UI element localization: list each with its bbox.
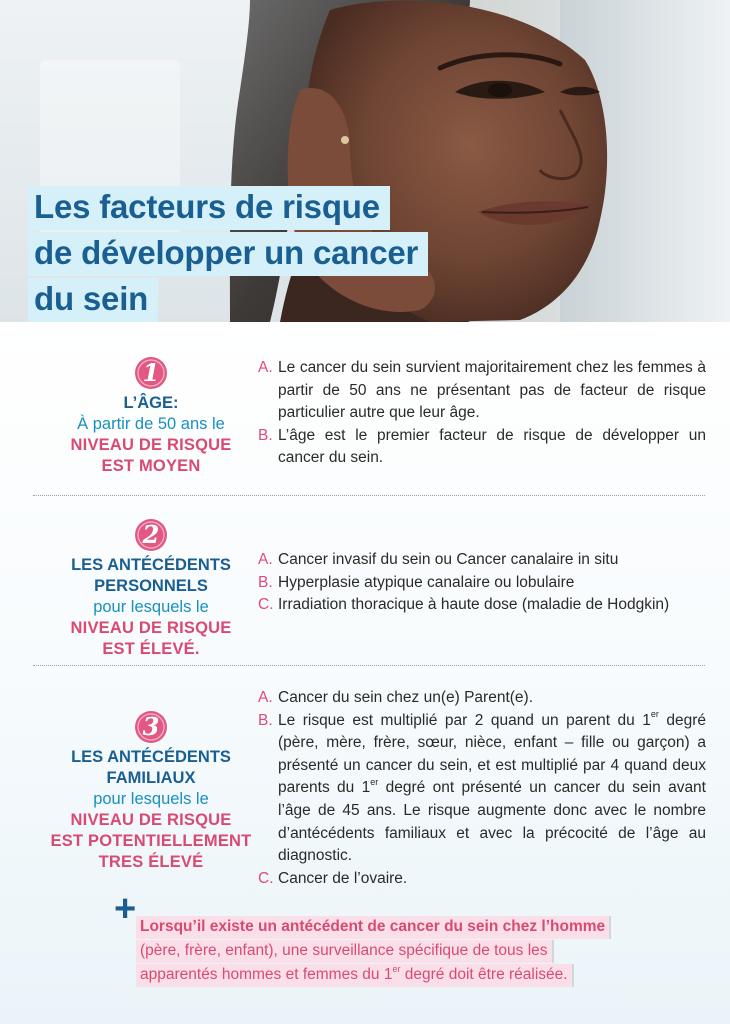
- item-text: Hyperplasie atypique canalaire ou lobulaire: [278, 573, 575, 591]
- section-heading: FAMILIAUX: [106, 769, 196, 787]
- ordinal-suffix: er: [370, 777, 379, 788]
- number-2-icon: [133, 517, 169, 553]
- list-item: [258, 710, 706, 868]
- section-heading: LES ANTÉCÉDENTS: [71, 556, 231, 574]
- list-item: [258, 687, 706, 710]
- note-text-part: degré doit être réalisée.: [400, 966, 568, 983]
- risk-level-line: TRES ÉLEVÉ: [98, 853, 204, 871]
- item-text: L’âge est le premier facteur de risque de développer un cancer du sein.: [278, 426, 706, 467]
- section-number: 3: [142, 712, 160, 741]
- section-heading: LES ANTÉCÉDENTS: [71, 748, 231, 766]
- item-text-part: degré (père, mère, frère, sœur, nièce, enfant – fille ou garçon) a présenté un cancer du sein, et est multiplié par 4 quand deux parents du 1: [278, 711, 707, 797]
- page-title: [28, 186, 428, 322]
- list-item: [258, 572, 706, 595]
- section-2-summary: [40, 517, 262, 660]
- title-line-2: de développer un cancer: [28, 232, 428, 276]
- section-3-summary: [40, 709, 262, 873]
- list-item: [258, 594, 706, 617]
- risk-level-line: NIVEAU DE RISQUE: [70, 619, 232, 637]
- section-number: 2: [142, 520, 160, 549]
- item-text: [278, 709, 707, 865]
- item-text-part: degré ont présenté un cancer du sein avant l’âge de 45 ans. Le risque augmente donc avec le nombre d’antécédents familiaux et avec la précocité de l’âge au diagnostic.: [278, 779, 706, 865]
- section-subtext: pour lesquels le: [93, 790, 209, 808]
- section-2-details: [258, 549, 706, 617]
- list-item: [258, 425, 706, 470]
- male-history-note: [136, 916, 716, 988]
- item-text: Le cancer du sein survient majoritairement chez les femmes à partir de 50 ans ne présentant pas de facteur de risque particulier autre que leur âge.: [278, 359, 706, 422]
- note-line-2: (père, frère, enfant), une surveillance spécifique de tous les: [136, 940, 554, 963]
- risk-level-line: EST POTENTIELLEMENT: [50, 832, 252, 850]
- number-1-icon: [133, 355, 169, 391]
- item-letter: B.: [258, 573, 273, 591]
- risk-level-line: NIVEAU DE RISQUE: [70, 811, 232, 829]
- note-text-part: apparentés hommes et femmes du 1: [140, 966, 393, 983]
- section-subtext: pour lesquels le: [93, 598, 209, 616]
- item-text: Cancer invasif du sein ou Cancer canalaire in situ: [278, 551, 619, 568]
- item-letter: B.: [258, 426, 273, 444]
- item-letter: C.: [258, 596, 274, 614]
- plus-icon: +: [114, 888, 137, 930]
- number-3-icon: [133, 709, 169, 745]
- list-item: [258, 868, 706, 891]
- item-letter: B.: [258, 711, 273, 729]
- item-letter: A.: [258, 359, 273, 376]
- risk-level-line: EST MOYEN: [101, 457, 201, 475]
- item-letter: A.: [258, 689, 273, 706]
- item-letter: A.: [258, 551, 273, 568]
- item-text: Irradiation thoracique à haute dose (maladie de Hodgkin): [278, 596, 670, 614]
- section-divider: [33, 495, 705, 496]
- hero-photo: [0, 0, 730, 322]
- ordinal-suffix: er: [650, 709, 659, 720]
- title-line-3: du sein: [28, 278, 158, 322]
- item-letter: C.: [258, 869, 274, 887]
- section-subtext: À partir de 50 ans le: [77, 415, 225, 433]
- section-heading: PERSONNELS: [94, 577, 208, 595]
- note-line-1: Lorsqu’il existe un antécédent de cancer du sein chez l’homme: [136, 916, 611, 939]
- list-item: [258, 549, 706, 572]
- title-line-1: Les facteurs de risque: [28, 186, 390, 230]
- ordinal-suffix: er: [392, 963, 401, 974]
- section-heading: L’ÂGE:: [123, 394, 179, 412]
- section-1-details: [258, 357, 706, 470]
- item-text-part: Le risque est multiplié par 2 quand un parent du 1: [278, 711, 651, 729]
- risk-level-line: NIVEAU DE RISQUE: [70, 436, 232, 454]
- note-line-3: [136, 964, 574, 987]
- item-text: Cancer de l’ovaire.: [278, 869, 408, 887]
- item-text: Cancer du sein chez un(e) Parent(e).: [278, 689, 534, 706]
- risk-level-line: EST ÉLEVÉ.: [102, 640, 200, 658]
- section-3-details: [258, 687, 706, 890]
- section-divider: [33, 665, 705, 666]
- list-item: [258, 357, 706, 425]
- section-number: 1: [142, 358, 160, 387]
- section-1-summary: [40, 355, 262, 477]
